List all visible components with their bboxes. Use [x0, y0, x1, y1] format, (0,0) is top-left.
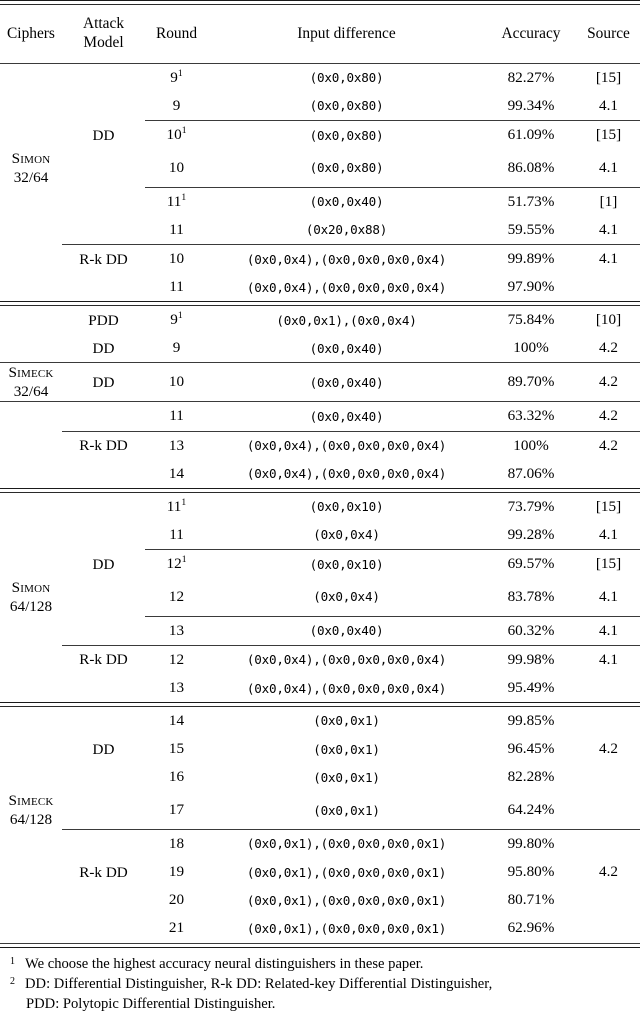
input-difference-value: (0x0,0x40): [309, 194, 384, 210]
accuracy-value: 99.28%: [507, 525, 555, 543]
round-value: $11^1$: [166, 496, 187, 515]
accuracy-value: 80.71%: [507, 891, 555, 909]
accuracy-value: 99.80%: [507, 834, 555, 852]
input-difference-value: (0x0,0x80): [309, 98, 384, 114]
attack-model-spacer: [62, 886, 145, 914]
round-value: 11: [169, 220, 184, 238]
cipher-params: 32/64: [13, 169, 49, 187]
input-difference-value: (0x0,0x4),(0x0,0x0,0x0,0x4): [246, 652, 447, 668]
round-value: 10: [168, 373, 185, 391]
round-value: 11: [169, 407, 184, 425]
column-header-ciphers: Ciphers: [7, 24, 55, 42]
source-value: [15]: [595, 126, 622, 144]
cipher-family: Simon: [11, 150, 51, 168]
source-value: 4.1: [599, 96, 618, 114]
source-spacer: [577, 273, 640, 302]
source-value: [10]: [595, 311, 622, 329]
input-difference-value: (0x0,0x1),(0x0,0x0,0x0,0x1): [246, 864, 447, 880]
table-row: [0, 363, 640, 402]
round-value: 13: [168, 621, 185, 639]
attack-model-spacer: [62, 149, 145, 187]
round-value: $11^1$: [166, 191, 187, 210]
attack-model-spacer: [62, 791, 145, 829]
table-header-row: [0, 4, 640, 63]
source-spacer: [577, 706, 640, 735]
accuracy-value: 95.80%: [507, 863, 555, 881]
accuracy-value: 62.96%: [507, 919, 555, 937]
attack-model-value: DD: [92, 126, 115, 144]
table-row: [0, 858, 640, 886]
table-row: [0, 149, 640, 187]
accuracy-value: 82.28%: [507, 768, 555, 786]
round-value: $10^1$: [166, 125, 187, 144]
attack-model-spacer: [62, 64, 145, 92]
attack-model-spacer: [62, 706, 145, 735]
cipher-spacer: [0, 460, 62, 489]
accuracy-value: 83.78%: [507, 587, 555, 605]
input-difference-value: (0x0,0x1),(0x0,0x0,0x0,0x1): [246, 892, 447, 908]
source-value: [15]: [595, 555, 622, 572]
attack-model-spacer: [62, 492, 145, 521]
cipher-spacer: [0, 432, 62, 460]
round-value: 13: [168, 436, 185, 454]
cipher-spacer: [0, 706, 62, 735]
input-difference-value: (0x0,0x1),(0x0,0x4): [276, 312, 417, 328]
source-value: 4.1: [599, 587, 618, 605]
input-difference-value: (0x0,0x40): [309, 408, 384, 424]
input-difference-value: (0x0,0x10): [309, 556, 384, 572]
table-body: [0, 1, 640, 944]
accuracy-value: 82.27%: [507, 68, 555, 86]
attack-model-value: R-k DD: [79, 651, 128, 669]
footnote-text: We choose the highest accuracy neural distinguishers in these paper.: [25, 955, 424, 972]
table-row: [0, 306, 640, 335]
cipher-spacer: [0, 273, 62, 302]
attack-model-spacer: [62, 188, 145, 216]
input-difference-value: (0x0,0x1),(0x0,0x0,0x0,0x1): [246, 920, 447, 936]
source-value: 4.1: [599, 220, 618, 238]
cipher-spacer: [0, 92, 62, 121]
cipher-spacer: [0, 245, 62, 273]
table-row: [0, 550, 640, 578]
cipher-family: Simon: [11, 579, 51, 597]
attack-model-spacer: [62, 674, 145, 703]
column-header-attack-model: [62, 4, 145, 63]
source-value: [15]: [595, 68, 622, 86]
source-value: 4.1: [599, 621, 618, 639]
input-difference-value: (0x0,0x1): [313, 769, 380, 785]
attack-model-spacer: [62, 578, 145, 616]
input-difference-value: (0x0,0x4): [313, 527, 380, 543]
accuracy-value: 69.57%: [507, 555, 555, 572]
input-difference-value: (0x0,0x1): [313, 741, 380, 757]
accuracy-value: 96.45%: [507, 740, 555, 758]
cipher-family: Simeck: [8, 364, 54, 382]
attack-model-spacer: [62, 617, 145, 646]
cipher-spacer: [0, 402, 62, 431]
source-value: 4.1: [599, 250, 618, 268]
footnote-text: DD: Differential Distinguisher, R-k DD: Related-key Differential Distinguisher, PDD: Polytopic Differential Distinguisher.: [25, 974, 640, 1015]
source-value: 4.2: [599, 407, 618, 425]
source-spacer: [577, 830, 640, 858]
round-value: $9^1$: [170, 67, 183, 86]
table-row: [0, 914, 640, 943]
accuracy-value: 51.73%: [507, 192, 555, 210]
source-value: [15]: [595, 497, 622, 515]
accuracy-value: 86.08%: [507, 158, 555, 176]
input-difference-value: (0x0,0x40): [309, 340, 384, 356]
table-row: [0, 188, 640, 216]
cipher-spacer: [0, 886, 62, 914]
table-row: [0, 617, 640, 646]
round-value: 21: [168, 919, 185, 937]
table-row: [0, 830, 640, 858]
source-value: [1]: [599, 192, 618, 210]
cipher-spacer: [0, 617, 62, 646]
cipher-spacer: [0, 306, 62, 335]
accuracy-value: 97.90%: [507, 278, 555, 296]
round-value: 9: [172, 96, 181, 114]
footnote-mark: 2: [10, 975, 15, 987]
cipher-params: 64/128: [9, 811, 53, 829]
attack-model-spacer: [62, 914, 145, 943]
source-value: 4.2: [599, 373, 618, 391]
table-row: [0, 334, 640, 363]
cipher-name: [0, 791, 62, 829]
table-row: [0, 245, 640, 273]
input-difference-value: (0x0,0x4),(0x0,0x0,0x0,0x4): [246, 438, 447, 454]
accuracy-value: 100%: [513, 339, 549, 357]
source-value: 4.1: [599, 650, 618, 668]
cipher-spacer: [0, 521, 62, 550]
table-row: [0, 706, 640, 735]
source-value: 4.2: [599, 740, 618, 758]
round-value: 12: [168, 587, 185, 605]
round-value: 10: [168, 158, 185, 176]
cipher-spacer: [0, 492, 62, 521]
accuracy-value: 59.55%: [507, 220, 555, 238]
accuracy-value: 87.06%: [507, 464, 555, 482]
source-spacer: [577, 791, 640, 829]
column-header-input-difference: Input difference: [297, 24, 396, 42]
round-value: 9: [172, 339, 181, 357]
table-row: [0, 460, 640, 489]
round-value: 10: [168, 250, 185, 268]
round-value: 11: [169, 278, 184, 296]
footnote-mark: 1: [10, 955, 15, 967]
attack-model-value: DD: [92, 740, 115, 758]
table-row: [0, 273, 640, 302]
input-difference-value: (0x0,0x4),(0x0,0x0,0x0,0x4): [246, 279, 447, 295]
round-value: 18: [168, 834, 185, 852]
input-difference-value: (0x0,0x80): [309, 70, 384, 86]
attack-model-spacer: [62, 521, 145, 550]
accuracy-value: 89.70%: [507, 373, 555, 391]
cipher-spacer: [0, 64, 62, 92]
table-bottom-rule: [0, 943, 640, 944]
table-row: [0, 674, 640, 703]
accuracy-value: 75.84%: [507, 311, 555, 329]
table-row: [0, 432, 640, 460]
accuracy-value: 99.89%: [507, 250, 555, 268]
input-difference-value: (0x0,0x4): [313, 589, 380, 605]
input-difference-value: (0x0,0x4),(0x0,0x0,0x0,0x4): [246, 466, 447, 482]
cipher-name: [0, 149, 62, 187]
accuracy-value: 73.79%: [507, 497, 555, 515]
cipher-spacer: [0, 550, 62, 578]
input-difference-value: (0x0,0x1),(0x0,0x0,0x0,0x1): [246, 836, 447, 852]
input-difference-value: (0x0,0x1): [313, 802, 380, 818]
table-row: [0, 763, 640, 791]
accuracy-value: 60.32%: [507, 621, 555, 639]
source-value: 4.2: [599, 339, 618, 357]
cipher-spacer: [0, 121, 62, 149]
footnote-marker: 1: [181, 553, 187, 565]
cipher-params: 64/128: [9, 598, 53, 616]
cipher-family: Simeck: [8, 792, 54, 810]
source-value: 4.2: [599, 436, 618, 454]
table-row: [0, 492, 640, 521]
attack-model-value: R-k DD: [79, 250, 128, 268]
accuracy-value: 64.24%: [507, 801, 555, 819]
round-value: 14: [168, 711, 185, 729]
source-spacer: [577, 674, 640, 703]
cipher-spacer: [0, 188, 62, 216]
footnote-text-continuation: PDD: Polytopic Differential Distinguisher.: [26, 996, 276, 1013]
source-value: 4.1: [599, 525, 618, 543]
source-spacer: [577, 914, 640, 943]
accuracy-value: 99.34%: [507, 96, 555, 114]
column-header-round: Round: [155, 24, 198, 42]
footnote-item: [0, 954, 640, 974]
input-difference-value: (0x0,0x80): [309, 127, 384, 143]
cipher-spacer: [0, 763, 62, 791]
attack-model-spacer: [62, 402, 145, 431]
source-spacer: [577, 886, 640, 914]
footnote-item: [0, 974, 640, 1015]
attack-model-spacer: [62, 830, 145, 858]
attack-model-spacer: [62, 92, 145, 121]
column-header-source: Source: [587, 24, 630, 42]
cipher-spacer: [0, 646, 62, 674]
column-header-accuracy: Accuracy: [501, 24, 561, 42]
footnote-marker: 1: [177, 67, 183, 79]
cipher-spacer: [0, 216, 62, 245]
footnote-marker: 1: [181, 496, 187, 508]
table-row: [0, 402, 640, 431]
footnote-marker: 1: [181, 125, 187, 136]
table-row: [0, 64, 640, 92]
footnote-marker: 1: [177, 310, 183, 322]
attack-model-value: R-k DD: [79, 863, 128, 881]
attack-model-line1: Attack: [82, 15, 125, 33]
table-row: [0, 521, 640, 550]
accuracy-value: 63.32%: [507, 407, 555, 425]
table-row: [0, 646, 640, 674]
table-row: [0, 121, 640, 149]
attack-model-value: PDD: [88, 311, 119, 329]
table-row: [0, 735, 640, 763]
cipher-params: 32/64: [13, 383, 49, 401]
table-row: [0, 92, 640, 121]
attack-model-spacer: [62, 460, 145, 489]
accuracy-value: 99.98%: [507, 650, 555, 668]
input-difference-value: (0x0,0x10): [309, 499, 384, 515]
attack-model-spacer: [62, 763, 145, 791]
cipher-spacer: [0, 674, 62, 703]
attack-model-value: DD: [92, 555, 115, 573]
source-spacer: [577, 763, 640, 791]
round-value: 15: [168, 740, 185, 758]
table-row: [0, 578, 640, 616]
input-difference-value: (0x0,0x4),(0x0,0x0,0x0,0x4): [246, 680, 447, 696]
source-value: 4.2: [599, 863, 618, 881]
cipher-spacer: [0, 830, 62, 858]
accuracy-value: 61.09%: [507, 126, 555, 144]
accuracy-value: 100%: [513, 436, 549, 454]
input-difference-value: (0x0,0x40): [309, 374, 384, 390]
accuracy-value: 99.85%: [507, 711, 555, 729]
attack-model-value: DD: [92, 339, 115, 357]
cipher-spacer: [0, 914, 62, 943]
table-row: [0, 791, 640, 829]
source-value: 4.1: [599, 158, 618, 176]
attack-model-spacer: [62, 273, 145, 302]
input-difference-value: (0x0,0x4),(0x0,0x0,0x0,0x4): [246, 251, 447, 267]
input-difference-value: (0x0,0x80): [309, 160, 384, 176]
cipher-name: [0, 363, 62, 402]
cipher-spacer: [0, 334, 62, 363]
round-value: $9^1$: [170, 310, 183, 329]
cipher-name: [0, 578, 62, 616]
cipher-spacer: [0, 735, 62, 763]
attack-model-value: R-k DD: [79, 437, 128, 455]
table-row: [0, 216, 640, 245]
round-value: 12: [168, 650, 185, 668]
source-spacer: [577, 460, 640, 489]
round-value: 17: [168, 801, 185, 819]
round-value: 11: [169, 525, 184, 543]
round-value: 14: [168, 464, 185, 482]
input-difference-value: (0x20,0x88): [305, 222, 388, 238]
accuracy-value: 95.49%: [507, 679, 555, 697]
input-difference-value: (0x0,0x40): [309, 623, 384, 639]
round-value: 20: [168, 891, 185, 909]
attack-model-value: DD: [92, 373, 115, 391]
round-value: 16: [168, 768, 185, 786]
footnotes: [0, 948, 640, 1015]
round-value: 19: [168, 863, 185, 881]
attack-model-spacer: [62, 216, 145, 245]
round-value: 13: [168, 679, 185, 697]
round-value: $12^1$: [166, 553, 187, 572]
cipher-spacer: [0, 858, 62, 886]
input-difference-value: (0x0,0x1): [313, 713, 380, 729]
attack-model-line2: Model: [83, 33, 124, 51]
footnote-marker: 1: [181, 191, 187, 203]
table-row: [0, 886, 640, 914]
